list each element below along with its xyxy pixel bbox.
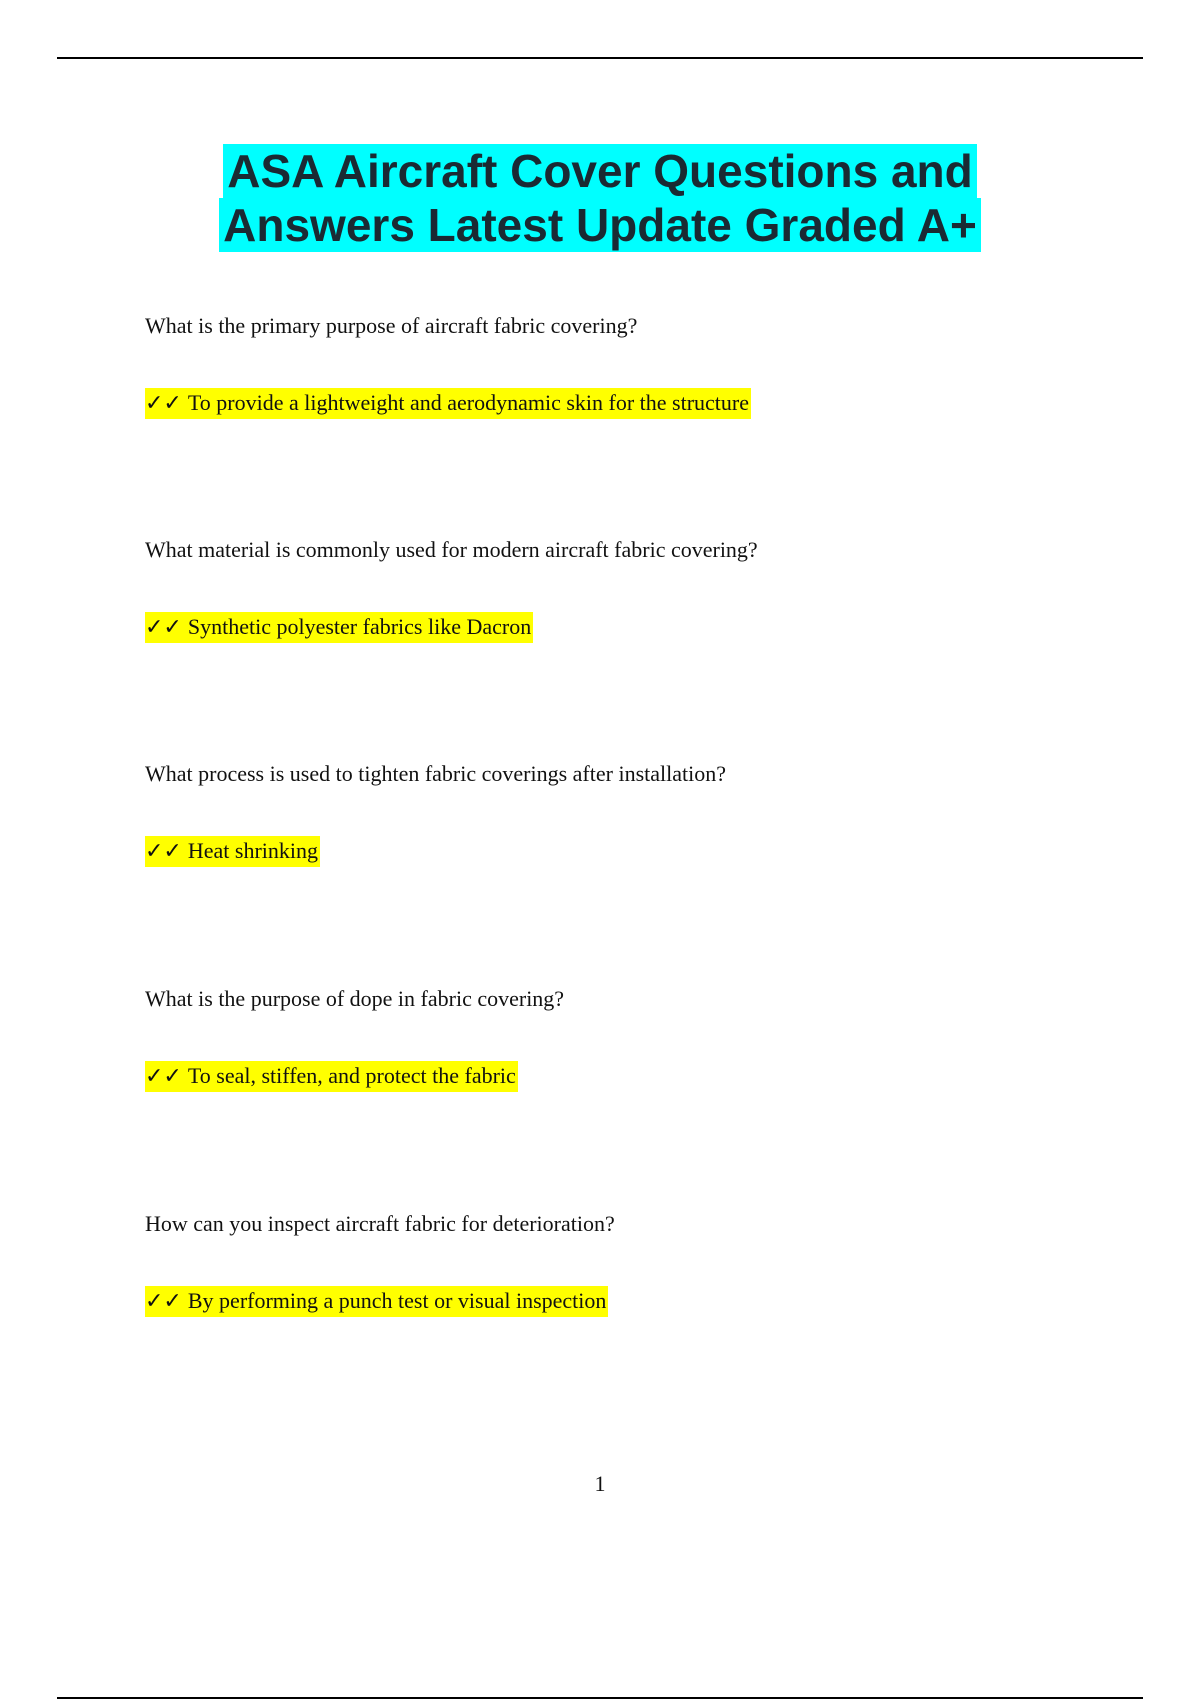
double-check-icon: ✓✓ — [145, 1064, 182, 1089]
double-check-icon: ✓✓ — [145, 615, 182, 640]
title-line-1: ASA Aircraft Cover Questions and — [223, 144, 977, 198]
answer-label: To provide a lightweight and aerodynamic skin for the structure — [187, 390, 750, 415]
answer-text — [145, 836, 320, 867]
question-text: What material is commonly used for modern aircraft fabric covering? — [145, 537, 758, 562]
answer-text — [145, 388, 751, 419]
answer-label: Heat shrinking — [187, 838, 319, 863]
answer-label: Synthetic polyester fabrics like Dacron — [187, 614, 532, 639]
question-text: What is the purpose of dope in fabric covering? — [145, 986, 565, 1011]
qa-item — [145, 760, 1045, 864]
answer-label: To seal, stiffen, and protect the fabric — [187, 1063, 516, 1088]
question-text: How can you inspect aircraft fabric for deterioration? — [145, 1211, 615, 1236]
double-check-icon: ✓✓ — [145, 1289, 182, 1314]
answer-label: By performing a punch test or visual inspection — [187, 1288, 607, 1313]
page-number: 1 — [594, 1471, 606, 1496]
answer-text — [145, 612, 533, 643]
double-check-icon: ✓✓ — [145, 391, 182, 416]
double-check-icon: ✓✓ — [145, 839, 182, 864]
answer-text — [145, 1061, 518, 1092]
question-text: What process is used to tighten fabric coverings after installation? — [145, 761, 726, 786]
top-rule — [57, 57, 1143, 59]
document-title — [0, 144, 1200, 252]
answer-text — [145, 1286, 608, 1317]
qa-item — [145, 1210, 1045, 1314]
qa-item — [145, 536, 1045, 640]
bottom-rule — [57, 1697, 1143, 1699]
qa-item — [145, 985, 1045, 1089]
title-line-2: Answers Latest Update Graded A+ — [219, 198, 981, 252]
question-text: What is the primary purpose of aircraft fabric covering? — [145, 313, 638, 338]
qa-item — [145, 312, 1045, 416]
